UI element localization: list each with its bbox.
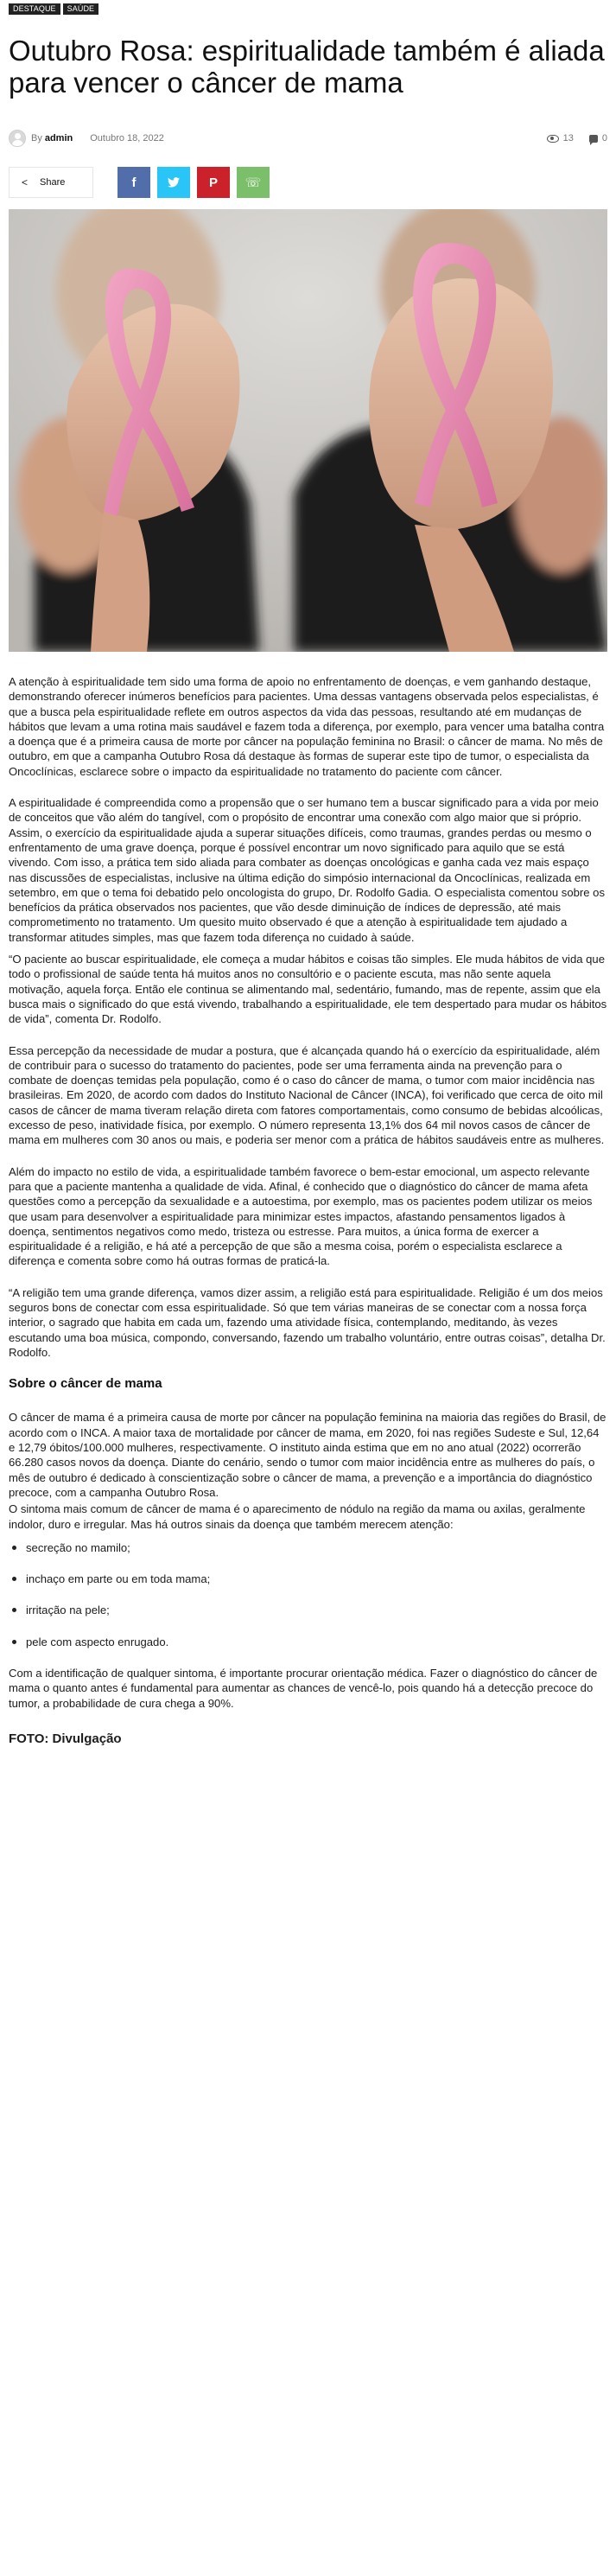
share-bar (9, 167, 270, 198)
pinterest-icon: P (208, 175, 218, 190)
share-label: Share (40, 177, 66, 188)
twitter-share-button[interactable] (157, 167, 190, 198)
paragraph: A atenção à espiritualidade tem sido uma forma de apoio no enfrentamento de doenças, e vem ganhando destaque, demonstrando oferecer inúmeros benefícios para pacientes. Uma dessas vantagens observada pelos especialistas, é que a busca pela espiritualidade reflete em outros aspectos da vida das pessoas, resultando até em mudanças de hábitos que levam a uma rotina mais saudável e fazem toda a diferença, por exemplo, para vencer uma batalha contra a doença que é a primeira causa de morte por câncer na população feminina no Brasil: o câncer de mama. No mês de outubro, em que a campanha Outubro Rosa dá destaque às formas de superar este tipo de tumor, o especialista da Oncoclínicas, esclarece sobre o impacto da espiritualidade no tratamento do paciente com câncer. (9, 675, 605, 778)
facebook-share-button[interactable] (117, 167, 150, 198)
whatsapp-icon: ☏ (244, 175, 262, 190)
tag-saude[interactable]: SAÚDE (63, 3, 99, 15)
photo-credit: FOTO: Divulgação (9, 1731, 122, 1746)
post-date: Outubro 18, 2022 (90, 133, 164, 143)
views-count (547, 133, 574, 143)
section-heading: Sobre o câncer de mama (9, 1376, 162, 1392)
eye-icon (547, 135, 559, 143)
paragraph: Com a identificação de qualquer sintoma, é importante procurar orientação médica. Fazer o diagnóstico do câncer de mama o quanto antes é fundamental para aumentar as chances de vencê-lo, pois quando há a detecção precoce do tumor, a probabilidade de cura chega a 90%. (9, 1667, 598, 1710)
comment-icon (589, 135, 598, 143)
list-item: irritação na pele; (9, 1603, 607, 1617)
featured-image (9, 209, 607, 652)
tag-destaque[interactable]: DESTAQUE (9, 3, 60, 15)
whatsapp-share-button[interactable] (237, 167, 270, 198)
category-tags (9, 3, 98, 15)
paragraph: Além do impacto no estilo de vida, a espiritualidade também favorece o bem-estar emocional, um aspecto relevante para que a paciente mantenha a qualidade de vida. Afinal, é conhecido que o diagnóstico do câncer de mama afeta questões como a percepção da sexualidade e a autoestima, por exemplo, mas os pacientes podem utilizar os meios que usam para desenvolver a espiritualidade para minimizar estes impactos, afastando pensamentos ligados à doença, sentimentos negativos como medo, tristeza ou estresse. Para muitos, a única forma de exercer a espiritualidade é a religião, e há até a percepção de que são a mesma coisa, porém o especialista esclarece a diferença e comenta sobre como há outras formas de praticá-la. (9, 1164, 593, 1268)
by-label: By (31, 133, 42, 143)
author-link[interactable]: admin (44, 133, 73, 143)
paragraph: O sintoma mais comum de câncer de mama é o aparecimento de nódulo na região da mama ou axilas, geralmente indolor, duro e irregular. Mas há outros sinais da doença que também merecem atenção: (9, 1502, 586, 1531)
article-body (9, 674, 607, 1763)
pink-ribbons-photo (9, 209, 607, 652)
pinterest-share-button[interactable] (197, 167, 230, 198)
quote-paragraph: “A religião tem uma grande diferença, vamos dizer assim, a religião está para espiritualidade. Religião é um dos meios seguros bons de conectar com essa espiritualidade. Só que tem várias maneiras de se conectar com a nossa força interior, o sagrado que habita em cada um, fazendo uma atividade física, contemplando, meditando, às vezes escutando uma boa música, compondo, conversando, fazendo um trabalho voluntário, entre outras coisas”, detalha Dr. Rodolfo. (9, 1285, 606, 1359)
list-item: secreção no mamilo; (9, 1540, 607, 1555)
views-value: 13 (562, 133, 574, 143)
post-stats (547, 133, 607, 143)
post-meta (9, 130, 607, 147)
share-icon: < (22, 176, 29, 188)
author-avatar-icon[interactable] (9, 130, 26, 147)
comments-value: 0 (601, 133, 607, 143)
paragraph: O câncer de mama é a primeira causa de morte por câncer na população feminina na maioria das regiões do Brasil, de acordo com o INCA. A maior taxa de mortalidade por câncer de mama, em 2020, foi nas regiões Sudeste e Sul, 12,64 e 12,79 óbitos/100.000 mulheres, respectivamente. O instituto ainda estima que em no ano atual (2022) ocorrerão 66.280 casos novos da doença. Diante do cenário, sendo o tumor com maior incidência entre as mulheres do país, o mês de outubro é dedicado à conscientização sobre o câncer de mama, a prevenção e a importância do diagnóstico precoce, com a campanha Outubro Rosa. (9, 1411, 606, 1499)
list-item: pele com aspecto enrugado. (9, 1635, 607, 1649)
list-item: inchaço em parte ou em toda mama; (9, 1572, 607, 1586)
paragraph: A espiritualidade é compreendida como a propensão que o ser humano tem a buscar significado para a vida por meio de conceitos que vão além do tangível, com o propósito de encontrar uma conexão com algo maior que si próprio. Assim, o exercício da espiritualidade ajuda a superar situações difíceis, como traumas, grandes perdas ou mesmo o enfrentamento de uma grave doença, porque é possível encontrar um novo significado para aquilo que se está vivendo. Com isso, a prática tem sido aliada para combater as doenças oncológicas e ganha cada vez mais espaço nas discussões de especialistas, inclusive na última edição do simpósio internacional da Oncoclínicas, realizada em setembro, em que o tema foi debatido pelo oncologista do grupo, Dr. Rodolfo Gadia. O especialista comentou sobre os benefícios da prática observados nos pacientes, que vão desde diminuição de índices de depressão, até mais comprometimento no tratamento. Um quesito muito observado é que a atenção à espiritualidade tem ajudado a transformar atitudes simples, mas que fazem toda diferença no cuidado à saúde. (9, 796, 606, 944)
quote-paragraph: “O paciente ao buscar espiritualidade, ele começa a mudar hábitos e coisas tão simples. Ele muda hábitos de vida que todo o profissional de saúde tenta há muitos anos no consultório e o paciente escuta, mas não sente aquela motivação, aquela força. Então ele continua se alimentando mal, sedentário, fumando, mas de repente, assim que ela busca mais o significado do que está vivendo, trabalhando a espiritualidade, ele tem despertado para mudar os hábitos de vida”, comenta Dr. Rodolfo. (9, 953, 607, 1026)
facebook-icon: f (131, 175, 137, 190)
paragraph: Essa percepção da necessidade de mudar a postura, que é alcançada quando há o exercício da espiritualidade, além de contribuir para o sucesso do tratamento do pacientes, pode ser uma ferramenta ainda na prevenção para o combate de doenças temidas pela população, como é o caso do câncer de mama, o tumor com maior incidência nas brasileiras. Em 2020, de acordo com dados do Instituto Nacional de Câncer (INCA), foi verificado que cerca de oito mil casos de câncer de mama tiveram relação direta com fatores comportamentais, como consumo de bebidas alcoólicas, excesso de peso, inatividade física, por exemplo. O número representa 13,1% dos 64 mil novos casos de câncer de mama em mulheres com 30 anos ou mais, e poderia ser menor com a prática de hábitos saudáveis entre as mulheres. (9, 1043, 605, 1147)
share-button[interactable] (9, 167, 93, 198)
twitter-icon (168, 177, 180, 188)
comments-count[interactable] (589, 133, 607, 143)
symptoms-list (9, 1540, 607, 1649)
article-title: Outubro Rosa: espiritualidade também é aliada para vencer o câncer de mama (9, 35, 605, 99)
